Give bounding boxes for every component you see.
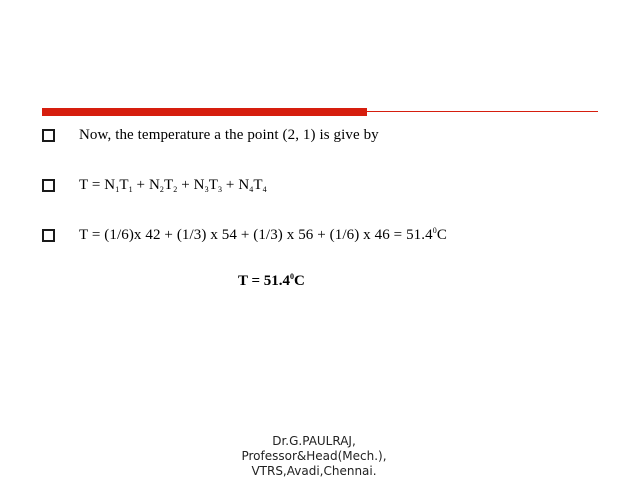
- bullet-text-1: Now, the temperature a the point (2, 1) is give by: [79, 126, 379, 143]
- footer-line-institution: VTRS,Avadi,Chennai.: [251, 464, 377, 478]
- footer-line-name: Dr.G.PAULRAJ,: [272, 434, 356, 448]
- author-footer: [240, 434, 388, 479]
- calculation-equation: T = (1/6)x 42 + (1/3) x 54 + (1/3) x 56 + (1/6) x $46 = 51.4^0C$: [79, 226, 447, 243]
- bullet-item-3: [42, 224, 447, 246]
- title-rule-thin: [367, 111, 598, 112]
- title-rule-thick: [42, 108, 367, 116]
- title-rule: [42, 108, 598, 116]
- result-equation: $T = 51.4^0C$: [238, 272, 305, 289]
- checkbox-bullet-icon: [42, 129, 55, 142]
- footer-line-title: Professor&Head(Mech.),: [241, 449, 387, 463]
- checkbox-bullet-icon: [42, 179, 55, 192]
- bullet-item-2: [42, 174, 267, 196]
- checkbox-bullet-icon: [42, 229, 55, 242]
- bullet-item-1: [42, 124, 379, 146]
- shape-function-equation: $T = N_1T_1 + N_2T_2 + N_3T_3 + N_4T_4$: [79, 176, 267, 194]
